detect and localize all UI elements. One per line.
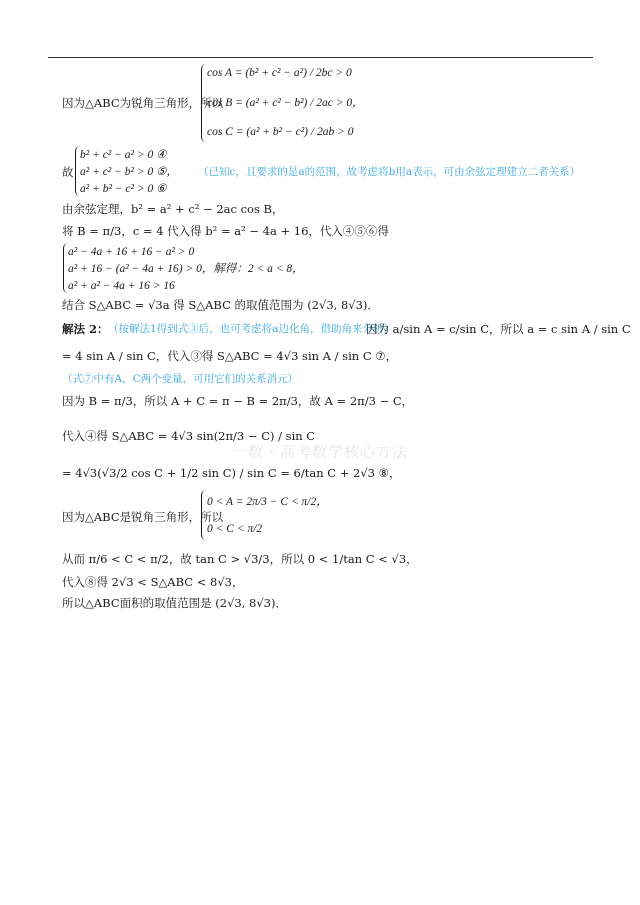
text-line: 所以△ABC面积的取值范围是 (2√3, 8√3)． — [62, 596, 287, 610]
text-line: 代入④得 S△ABC = 4√3 sin(2π/3 − C) / sin C — [62, 429, 316, 443]
text-line: 将 B = π/3，c = 4 代入得 b² = a² − 4a + 16，代入④⑤⑥得 — [62, 224, 389, 238]
equation: cos B = (a² + c² − b²) / 2ac > 0， — [207, 97, 364, 109]
equation: 0 < C < π/2 — [207, 523, 263, 535]
text-line: 代入⑧得 2√3 < S△ABC < 8√3， — [62, 575, 244, 589]
text-line: = 4 sin A / sin C，代入③得 S△ABC = 4√3 sin A / sin C ⑦， — [62, 349, 398, 363]
header-rule — [48, 57, 593, 58]
section-heading: 解法 2： — [62, 322, 109, 336]
equation: a² + 16 − (a² − 4a + 16) > 0，解得：2 < a < 8， — [68, 263, 304, 275]
text-line: 因为△ABC为锐角三角形，所以 — [62, 96, 224, 110]
annotation-note: （已知c，且要求的是a的范围，故考虑将b用a表示，可由余弦定理建立二者关系） — [198, 166, 581, 178]
equation: a² + c² − b² > 0 ⑤， — [80, 166, 178, 178]
equation: a² + b² − c² > 0 ⑥ — [80, 183, 167, 195]
annotation-note: （按解法1得到式③后，也可考虑将a边化角，借助角来分析） — [108, 323, 394, 335]
text-line: 故 — [62, 165, 74, 179]
watermark: 一数・高考数学核心方法 — [232, 443, 409, 461]
equation: cos C = (a² + b² − c²) / 2ab > 0 — [207, 126, 354, 138]
equation: a² + a² − 4a + 16 > 16 — [68, 280, 175, 292]
text-line: 结合 S△ABC = √3a 得 S△ABC 的取值范围为 (2√3, 8√3)． — [62, 298, 379, 312]
equation: a² − 4a + 16 + 16 − a² > 0 — [68, 246, 195, 258]
equation: cos A = (b² + c² − a²) / 2bc > 0 — [207, 67, 352, 79]
text-line: 因为 B = π/3，所以 A + C = π − B = 2π/3，故 A = 2π/3 − C， — [62, 394, 414, 408]
text-line: = 4√3(√3/2 cos C + 1/2 sin C) / sin C = 6/tan C + 2√3 ⑧， — [62, 466, 401, 480]
brace — [201, 64, 206, 142]
text-line: 因为△ABC是锐角三角形，所以 — [62, 510, 224, 524]
equation: b² + c² − a² > 0 ④ — [80, 149, 167, 161]
text-line: 从而 π/6 < C < π/2，故 tan C > √3/3，所以 0 < 1/tan C < √3， — [62, 552, 418, 566]
brace — [201, 490, 206, 540]
equation: 0 < A = 2π/3 − C < π/2， — [207, 496, 328, 508]
text-line: 因为 a/sin A = c/sin C，所以 a = c sin A / sin C — [366, 322, 631, 336]
annotation-note: （式⑦中有A，C两个变量，可用它们的关系消元） — [62, 373, 299, 385]
text-line: 由余弦定理，b² = a² + c² − 2ac cos B， — [62, 202, 284, 216]
